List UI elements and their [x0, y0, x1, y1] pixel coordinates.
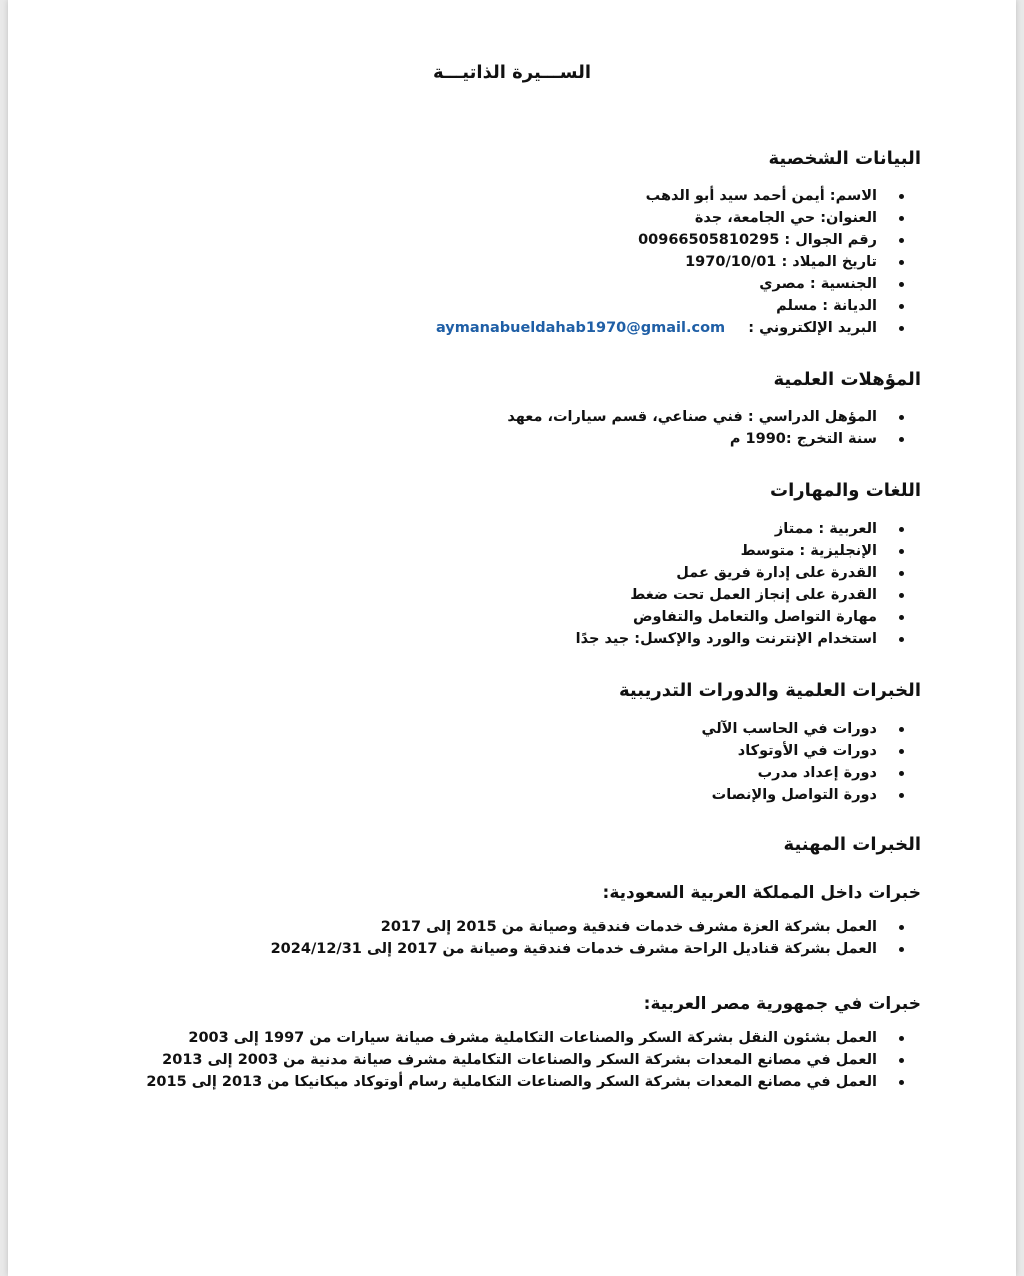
list-item: العمل في مصانع المعدات بشركة السكر والصناعات التكاملية مشرف صيانة مدنية من 2003 إلى 2013 [161, 1049, 921, 1071]
list-item: مهارة التواصل والتعامل والتفاوض [161, 606, 921, 628]
list-item-email [161, 317, 921, 339]
list-item: القدرة على إدارة فريق عمل [161, 562, 921, 584]
list-item: العمل بشئون النقل بشركة السكر والصناعات التكاملية مشرف صيانة سيارات من 1997 إلى 2003 [161, 1027, 921, 1049]
list-item: المؤهل الدراسي : فني صناعي، قسم سيارات، معهد [161, 406, 921, 428]
list-item: دورات في الأوتوكاد [161, 740, 921, 762]
list-item: دورات في الحاسب الآلي [161, 718, 921, 740]
list-item: استخدام الإنترنت والورد والإكسل: جيد جدًا [161, 628, 921, 650]
languages-skills-list [161, 518, 921, 650]
list-item: القدرة على إنجاز العمل تحت ضغط [161, 584, 921, 606]
list-item: دورة إعداد مدرب [161, 762, 921, 784]
list-item: دورة التواصل والإنصات [161, 784, 921, 806]
personal-info-heading: البيانات الشخصية [768, 148, 921, 169]
list-item: العمل في مصانع المعدات بشركة السكر والصناعات التكاملية رسام أوتوكاد ميكانيكا من 2013 إلى 2015 [161, 1071, 921, 1093]
qualifications-list [161, 406, 921, 450]
professional-section [161, 832, 921, 858]
egypt-experience-list [146, 1027, 921, 1093]
page-gutter-right [1016, 0, 1024, 1276]
list-item: العربية : ممتاز [161, 518, 921, 540]
list-item: العمل بشركة العزة مشرف خدمات فندقية وصيانة من 2015 إلى 2017 [161, 916, 921, 938]
list-item: العمل بشركة قناديل الراحة مشرف خدمات فندقية وصيانة من 2017 إلى 2024/12/31 [161, 938, 921, 960]
professional-heading: الخبرات المهنية [783, 834, 921, 855]
saudi-experience-list [161, 916, 921, 960]
courses-list [161, 718, 921, 806]
personal-info-list [161, 185, 921, 339]
list-item-religion: الديانة : مسلم [161, 295, 921, 317]
languages-skills-heading: اللغات والمهارات [770, 480, 921, 501]
languages-skills-section [161, 478, 921, 650]
egypt-experience-heading: خبرات في جمهورية مصر العربية: [643, 994, 921, 1014]
list-item-name: الاسم: أيمن أحمد سيد أبو الدهب [161, 185, 921, 207]
email-link[interactable]: aymanabueldahab1970@gmail.com [435, 320, 726, 336]
list-item-mobile: رقم الجوال : 00966505810295 [161, 229, 921, 251]
document-title: الســـيرة الذاتيـــة [432, 62, 592, 83]
egypt-experience-section [146, 992, 921, 1093]
courses-section [161, 678, 921, 806]
email-label: البريد الإلكتروني : [748, 320, 877, 336]
saudi-experience-section [161, 881, 921, 960]
page-gutter-left [0, 0, 8, 1276]
document-page [8, 0, 1016, 1276]
list-item-address: العنوان: حي الجامعة، جدة [161, 207, 921, 229]
courses-heading: الخبرات العلمية والدورات التدريبية [618, 680, 921, 701]
qualifications-heading: المؤهلات العلمية [773, 369, 921, 390]
personal-info-section [161, 146, 921, 339]
list-item-nationality: الجنسية : مصري [161, 273, 921, 295]
list-item: الإنجليزية : متوسط [161, 540, 921, 562]
list-item: سنة التخرج :1990 م [161, 428, 921, 450]
saudi-experience-heading: خبرات داخل المملكة العربية السعودية: [602, 883, 921, 903]
qualifications-section [161, 367, 921, 450]
list-item-birth-date: تاريخ الميلاد : 1970/10/01 [161, 251, 921, 273]
